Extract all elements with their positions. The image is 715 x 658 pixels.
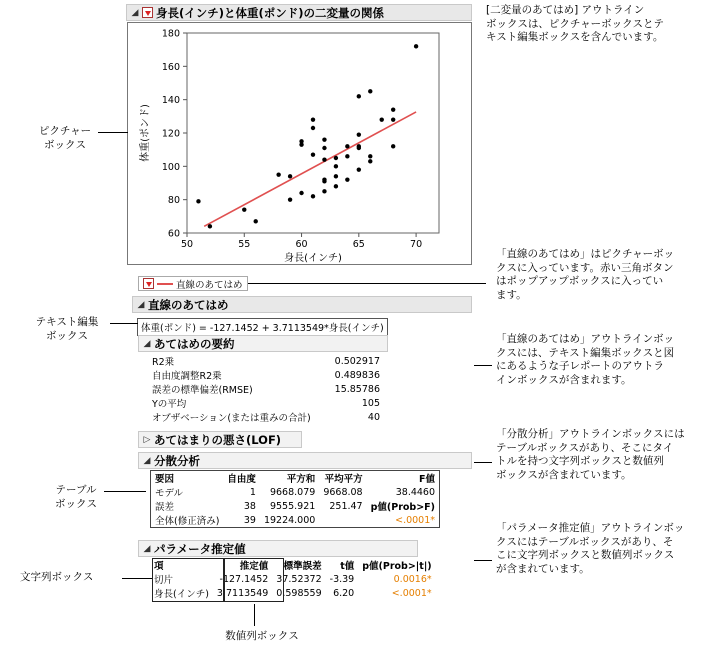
scatter-plot [128,23,471,264]
leader-line [474,560,492,561]
data-point [357,167,361,171]
column-header: 要因 [155,474,175,485]
line-fit-popup-box[interactable] [138,276,248,291]
table-row [151,485,440,499]
data-point [276,172,280,176]
table-cell: 身長(インチ) [154,589,209,600]
summary-table [144,354,384,424]
data-point [322,189,326,193]
table-cell: p値(Prob>F) [370,502,436,513]
column-header: t値 [340,561,355,572]
data-point [334,184,338,188]
leader-line [98,132,128,133]
y-tick-label: 180 [161,28,180,40]
data-point [345,154,349,158]
data-point [208,224,212,228]
summary-label: Yの平均 [152,399,187,410]
column-header: p値(Prob>|t|) [362,561,432,572]
table-cell: <.0001* [391,587,432,599]
leader-line [122,578,152,579]
annotation-params: 「パラメータ推定値」アウトラインボッ クスにはテーブルボックスがあり、そ こに文字列ボックスと数値列ボックス が含まれています。 [496,522,685,575]
leader-line [474,462,492,463]
summary-row [144,410,384,424]
y-tick-label: 140 [161,95,180,107]
summary-value: 0.489836 [334,369,380,381]
table-cell: -3.39 [329,573,355,585]
y-tick-label: 160 [161,61,180,73]
data-point [322,146,326,150]
data-point [311,117,315,121]
disclosure-closed-icon[interactable]: ▷ [143,434,151,445]
lof-outline-header[interactable] [138,431,302,448]
table-cell: 38 [243,500,256,512]
y-axis-label: 体重(ポンド) [140,104,151,162]
annotation-text-edit: テキスト編集 ボックス [35,316,99,342]
disclosure-icon[interactable]: ◢ [143,338,151,349]
annotation-string-col: 文字列ボックス [20,571,94,583]
disclosure-icon[interactable]: ◢ [143,455,151,466]
x-tick-label: 70 [410,239,423,250]
string-col-box-outline [152,558,224,602]
disclosure-icon[interactable]: ◢ [131,7,139,18]
column-header: 標準誤差 [283,561,322,572]
data-point [334,156,338,160]
column-header: 推定値 [239,561,269,572]
data-point [288,197,292,201]
summary-label: オブザベーション(または重みの合計) [152,413,311,424]
anova-table-box [150,470,440,528]
params-title: パラメータ推定値 [154,541,246,556]
data-point [368,154,372,158]
picture-box [127,22,472,265]
column-header: 自由度 [227,474,256,485]
red-line-legend-icon [157,283,173,285]
data-point [414,44,418,48]
column-header: 平方和 [286,474,316,485]
summary-title: あてはめの要約 [154,336,235,351]
table-cell: 0.0016* [393,573,432,585]
data-point [288,174,292,178]
data-point [242,207,246,211]
data-point [368,159,372,163]
table-row [151,499,440,513]
leader-line [254,604,255,626]
annotation-picture-box: ピクチャー ボックス [38,125,92,151]
anova-outline-header[interactable] [138,452,472,469]
column-header: F値 [419,474,436,485]
table-cell: 9668.079 [269,486,316,498]
data-point [391,107,395,111]
data-point [357,144,361,148]
data-point [299,142,303,146]
y-tick-label: 120 [161,128,180,140]
summary-label: 自由度調整R2乗 [152,371,222,382]
red-triangle-menu-icon[interactable] [143,278,154,289]
disclosure-icon[interactable]: ◢ [143,543,151,554]
table-cell: 251.47 [329,500,363,512]
x-tick-label: 50 [180,239,194,250]
data-point [368,89,372,93]
summary-row [144,382,384,396]
annotation-outline: 「直線のあてはめ」アウトラインボッ クスには、テキスト編集ボックスと図 にあるような子レポートのアウトラ インボックスが含まれます。 [496,333,675,386]
linear-fit-outline-header[interactable] [132,296,472,313]
summary-row [144,354,384,368]
report-window [124,2,474,604]
summary-row [144,368,384,382]
table-cell: 19224.000 [263,514,316,526]
lof-title: あてはまりの悪さ(LOF) [154,432,282,447]
data-point [391,117,395,121]
summary-label: 誤差の標準偏差(RMSE) [152,385,253,396]
x-tick-label: 60 [295,239,308,250]
y-tick-label: 80 [167,195,180,207]
table-cell: 0.598559 [276,587,322,599]
column-header: 項 [154,561,164,572]
leader-line [110,323,138,324]
data-point [322,157,326,161]
table-cell: 1 [249,486,256,498]
summary-value: 15.85786 [334,383,380,395]
data-point [254,219,258,223]
table-cell: 6.20 [333,587,355,599]
linear-fit-title: 直線のあてはめ [148,297,229,312]
annotation-table-box: テーブル ボックス [55,484,97,510]
summary-label: R2乗 [152,357,175,368]
data-point [345,144,349,148]
x-axis-label: 身長(インチ) [284,253,342,264]
number-col-box-outline [224,558,284,602]
data-point [334,164,338,168]
summary-row [144,396,384,410]
plot-frame [187,33,439,233]
data-point [391,144,395,148]
data-point [299,191,303,195]
data-point [380,117,384,121]
annotation-number-col: 数値列ボックス [225,630,299,642]
data-point [311,152,315,156]
annotation-line-fit: 「直線のあてはめ」はピクチャーボッ クスに入っています。赤い三角ボタン はポップアップボックスに入ってい ます。 [496,248,675,301]
red-triangle-menu-icon[interactable] [142,7,153,18]
table-cell: 切片 [154,575,174,586]
table-cell: 38.4460 [395,486,436,498]
annotation-bivariate: [二変量のあてはめ] アウトライン ボックスは、ピクチャーボックスとテ キスト編集ボックスを含んでいます。 [486,4,664,43]
column-header: 平均平方 [324,474,363,485]
annotation-anova: 「分散分析」アウトラインボックスには テーブルボックスがあり、そこにタイ トルを持つ文字列ボックスと数値列 ボックスが含まれています。 [496,428,685,481]
y-tick-label: 100 [161,161,180,173]
summary-value: 0.502917 [334,355,380,367]
data-point [357,94,361,98]
y-tick-label: 60 [167,228,180,240]
data-point [311,126,315,130]
table-cell [319,513,366,528]
summary-value: 105 [361,397,380,409]
bivariate-outline-header[interactable] [126,4,472,21]
data-point [322,137,326,141]
table-row [151,513,440,528]
table-cell: 誤差 [155,502,175,513]
table-cell: 37.52372 [276,573,322,585]
params-outline-header[interactable] [138,540,418,557]
table-cell: 9668.08 [323,486,363,498]
bivariate-title: 身長(インチ)と体重(ポンド)の二変量の関係 [156,5,385,20]
x-tick-label: 55 [238,239,251,250]
data-point [322,179,326,183]
line-fit-label: 直線のあてはめ [176,279,243,291]
disclosure-icon[interactable]: ◢ [137,299,145,310]
table-cell: <.0001* [395,514,436,526]
data-point [357,132,361,136]
data-point [345,177,349,181]
table-cell: 3.7113549 [216,587,269,599]
x-tick-label: 65 [352,239,365,250]
table-cell: 全体(修正済み) [155,516,220,527]
anova-title: 分散分析 [154,453,200,468]
data-point [196,199,200,203]
leader-line [248,283,486,284]
data-point [311,194,315,198]
summary-value: 40 [367,411,380,423]
table-cell: モデル [155,488,184,499]
fit-equation-text-edit-box[interactable]: 体重(ポンド) = -127.1452 + 3.7113549*身長(インチ) [137,318,388,336]
table-cell: 39 [243,514,256,526]
table-cell: 9555.921 [269,500,316,512]
data-point [334,174,338,178]
summary-outline-header[interactable] [138,335,388,352]
table-cell: -127.1452 [219,573,269,585]
leader-line [474,365,492,366]
leader-line [104,491,146,492]
